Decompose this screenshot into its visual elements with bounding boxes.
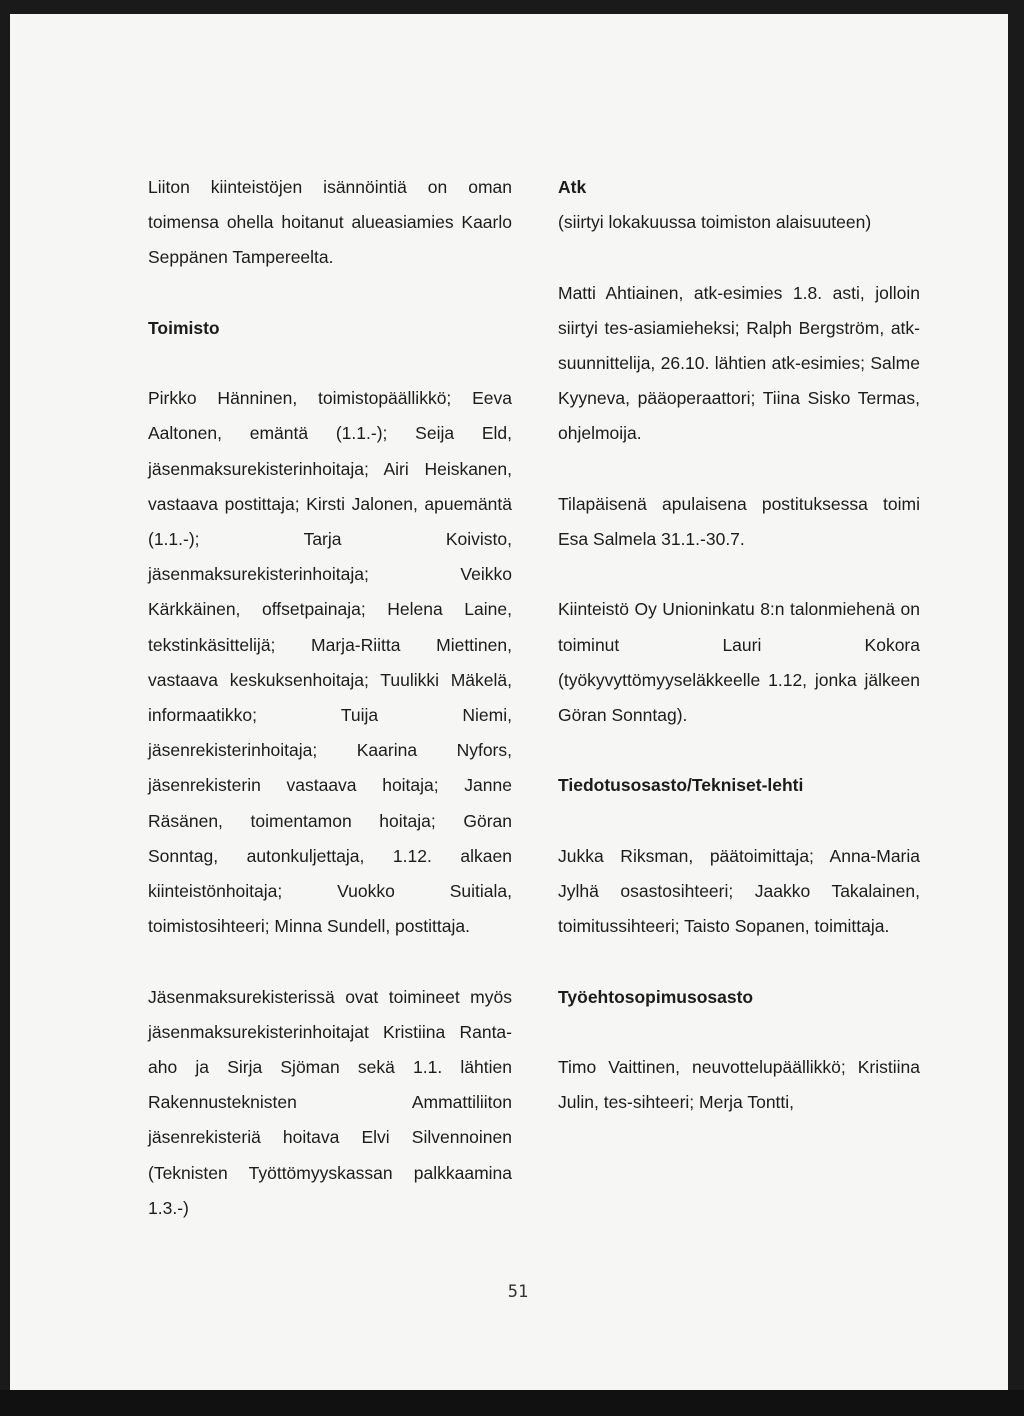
- paragraph-tiedotus-staff: Jukka Riksman, päätoimittaja; Anna-Maria Jylhä osastosihteeri; Jaakko Takalainen, toimitussihteeri; Taisto Sopanen, toimittaja.: [558, 845, 920, 937]
- paragraph-jasenmaksurekisteri: Jäsenmaksurekisterissä ovat toimineet myös jäsenmaksurekisterinhoitajat Kristiina Ranta-aho ja Sirja Sjöman sekä 1.1. lähtien Rakennusteknisten Ammattiliiton jäsenrekisteriä hoitava Elvi Silvennoinen (Teknisten Työttömyyskassan palkkaamina 1.3.-): [148, 986, 512, 1218]
- atk-note: (siirtyi lokakuussa toimiston alaisuuteen): [558, 212, 872, 233]
- paragraph-temporary: Tilapäisenä apulaisena postituksessa toimi Esa Salmela 31.1.-30.7.: [558, 493, 920, 549]
- paragraph-kiinteistot: Liiton kiinteistöjen isännöintiä on oman toimensa ohella hoitanut alueasiamies Kaarlo Seppänen Tampereelta.: [148, 177, 512, 268]
- document-page: [10, 14, 1008, 1390]
- paragraph-kiinteisto-oy: Kiinteistö Oy Unioninkatu 8:n talonmiehenä on toiminut Lauri Kokora (työkyvyttömyyseläkkeelle 1.12, jonka jälkeen Göran Sonntag).: [558, 599, 920, 725]
- heading-atk: Atk: [558, 177, 587, 197]
- left-column: [148, 170, 512, 1226]
- paragraph-toimisto-staff: Pirkko Hänninen, toimistopäällikkö; Eeva Aaltonen, emäntä (1.1.-); Seija Eld, jäsenmaksurekisterinhoitaja; Airi Heiskanen, vastaava postittaja; Kirsti Jalonen, apuemäntä (1.1.-); Tarja Koivisto, jäsenmaksurekisterinhoitaja; Veikko Kärkkäinen, offsetpainaja; Helena Laine, tekstinkäsittelijä; Marja-Riitta Miettinen, vastaava keskuksenhoitaja; Tuulikki Mäkelä, informaatikko; Tuija Niemi, jäsenrekisterinhoitaja; Kaarina Nyfors, jäsenrekisterin vastaava hoitaja; Janne Räsänen, toimentamon hoitaja; Göran Sonntag, autonkuljettaja, 1.12. alkaen kiinteistönhoitaja; Vuokko Suitiala, toimistosihteeri; Minna Sundell, postittaja.: [148, 388, 512, 937]
- right-column: [558, 170, 920, 1120]
- heading-tyoehtosopimusosasto: Työehtosopimusosasto: [558, 986, 754, 1007]
- page-number: 51: [507, 1282, 529, 1302]
- heading-toimisto: Toimisto: [148, 317, 220, 338]
- paragraph-tyoehto-staff: Timo Vaittinen, neuvottelupäällikkö; Kristiina Julin, tes-sihteeri; Merja Tontti,: [558, 1056, 920, 1113]
- heading-tiedotusosasto: Tiedotusosasto/Tekniset-lehti: [558, 775, 804, 796]
- paragraph-atk-staff: Matti Ahtiainen, atk-esimies 1.8. asti, jolloin siirtyi tes-asiamieheksi; Ralph Bergström, atk-suunnittelija, 26.10. lähtien atk-esimies; Salme Kyyneva, pääoperaattori; Tiina Sisko Termas, ohjelmoija.: [558, 282, 920, 444]
- scan-border: [0, 1390, 1024, 1416]
